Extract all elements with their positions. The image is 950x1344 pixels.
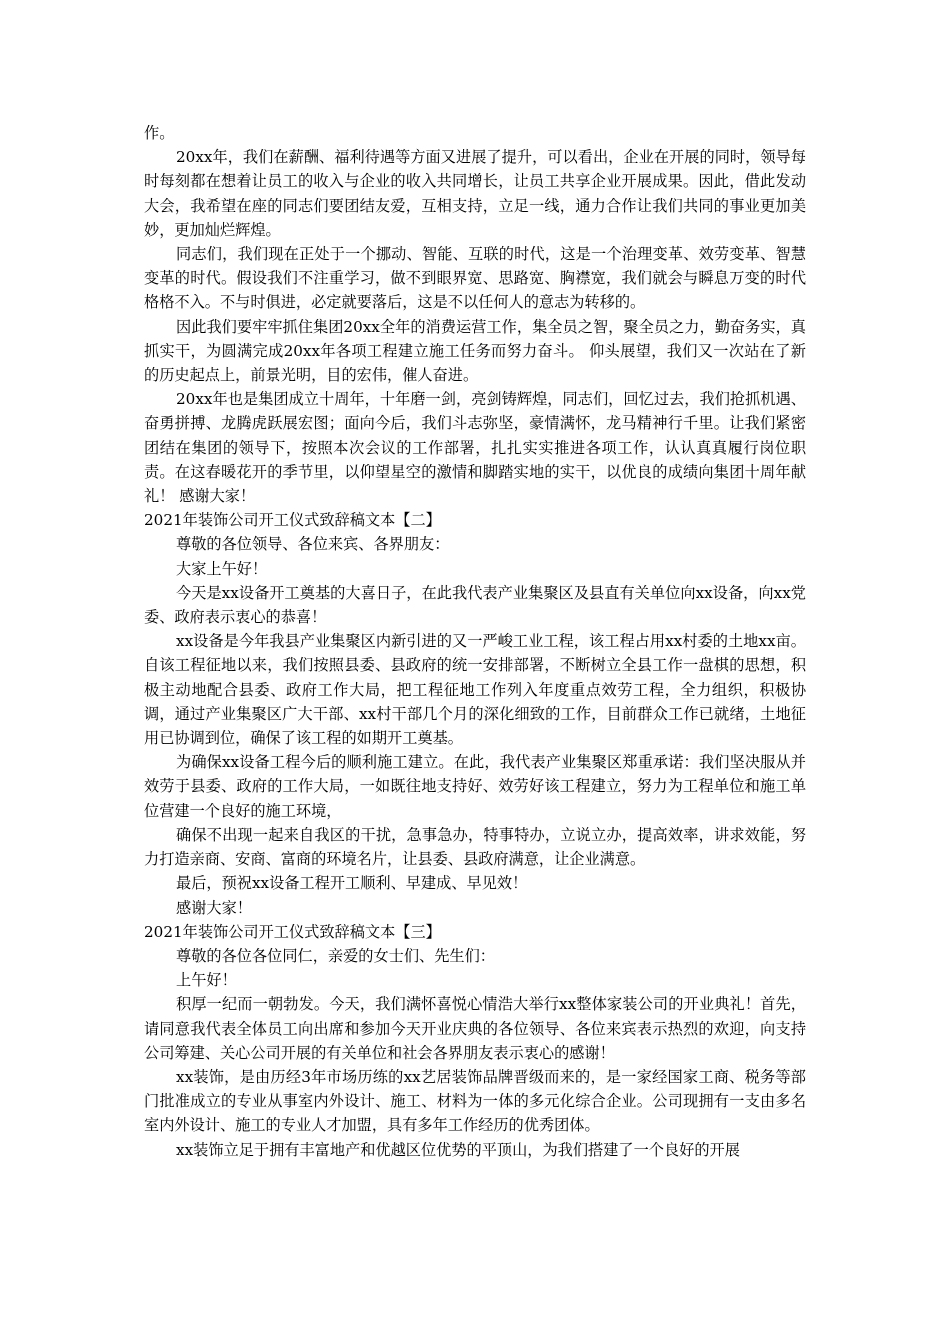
paragraph: 最后，预祝xx设备工程开工顺利、早建成、早见效！: [176, 874, 528, 893]
paragraph: xx装饰立足于拥有丰富地产和优越区位优势的平顶山，为我们搭建了一个良好的开展: [176, 1140, 740, 1159]
greeting: 大家上午好！: [176, 559, 268, 578]
paragraph: 积厚一纪而一朝勃发。今天，我们满怀喜悦心情浩大举行xx整体家装公司的开业典礼！首先，请同意我代表全体员工向出席和参加今天开业庆典的各位领导、各位来宾表示热烈的欢迎，向支持公司筹建、关心公司开展的有关单位和社会各界朋友表示衷心的感谢！: [144, 995, 806, 1062]
paragraph: 因此我们要牢牢抓住集团20xx全年的消费运营工作，集全员之智，聚全员之力，勤奋务实，真抓实干，为圆满完成20xx年各项工程建立施工任务而努力奋斗。 仰头展望，我们又一次站在了新的历史起点上，前景光明，目的宏伟，催人奋进。: [144, 317, 806, 385]
paragraph: 同志们，我们现在正处于一个挪动、智能、互联的时代，这是一个治理变革、效劳变革、智慧变革的时代。假设我们不注重学习，做不到眼界宽、思路宽、胸襟宽，我们就会与瞬息万变的时代格格不入。不与时俱进，必定就要落后，这是不以任何人的意志为转移的。: [144, 245, 806, 312]
section-heading: 2021年装饰公司开工仪式致辞稿文本【二】: [144, 511, 441, 530]
closing: 感谢大家！: [176, 898, 252, 917]
salutation: 尊敬的各位各位同仁，亲爱的女士们、先生们：: [176, 946, 495, 965]
greeting: 上午好！: [176, 971, 237, 990]
paragraph-continuation: 作。: [144, 124, 175, 142]
paragraph: 为确保xx设备工程今后的顺利施工建立。在此，我代表产业集聚区郑重承诺：我们坚决服从并效劳于县委、政府的工作大局，一如既往地支持好、效劳好该工程建立，努力为工程单位和施工单位营建一个良好的施工环境，: [144, 753, 806, 820]
paragraph: 20xx年，我们在薪酬、福利待遇等方面又进展了提升，可以看出，企业在开展的同时，领导每时每刻都在想着让员工的收入与企业的收入共同增长，让员工共享企业开展成果。因此，借此发动大会，我希望在座的同志们要团结友爱，互相支持，立足一线，通力合作让我们共同的事业更加美妙，更加灿烂辉煌。: [144, 148, 806, 239]
document-page: [144, 121, 806, 1162]
salutation: 尊敬的各位领导、各位来宾、各界朋友：: [176, 535, 450, 554]
paragraph: xx设备是今年我县产业集聚区内新引进的又一严峻工业工程，该工程占用xx村委的土地xx亩。自该工程征地以来，我们按照县委、县政府的统一安排部署，不断树立全县工作一盘棋的思想，积极主动地配合县委、政府工作大局，把工程征地工作列入年度重点效劳工程，全力组织，积极协调，通过产业集聚区广大干部、xx村干部几个月的深化细致的工作，目前群众工作已就绪，土地征用已协调到位，确保了该工程的如期开工奠基。: [144, 632, 806, 748]
section-heading: 2021年装饰公司开工仪式致辞稿文本【三】: [144, 922, 441, 941]
paragraph: xx装饰，是由历经3年市场历练的xx艺居装饰品牌晋级而来的，是一家经国家工商、税务等部门批准成立的专业从事室内外设计、施工、材料为一体的多元化综合企业。公司现拥有一支由多名室内外设计、施工的专业人才加盟，具有多年工作经历的优秀团体。: [144, 1067, 806, 1135]
paragraph: 确保不出现一起来自我区的干扰，急事急办，特事特办，立说立办，提高效率，讲求效能，努力打造亲商、安商、富商的环境名片，让县委、县政府满意，让企业满意。: [144, 825, 806, 869]
paragraph: 今天是xx设备开工奠基的大喜日子，在此我代表产业集聚区及县直有关单位向xx设备，向xx党委、政府表示衷心的恭喜！: [144, 583, 806, 627]
paragraph: 20xx年也是集团成立十周年，十年磨一剑，亮剑铸辉煌，同志们，回忆过去，我们抢抓机遇、奋勇拼搏、龙腾虎跃展宏图；面向今后，我们斗志弥坚，豪情满怀，龙马精神行千里。让我们紧密团结在集团的领导下，按照本次会议的工作部署，扎扎实实推进各项工作，认认真真履行岗位职责。在这春暖花开的季节里，以仰望星空的激情和脚踏实地的实干，以优良的成绩向集团十周年献礼！ 感谢大家！: [144, 390, 806, 506]
